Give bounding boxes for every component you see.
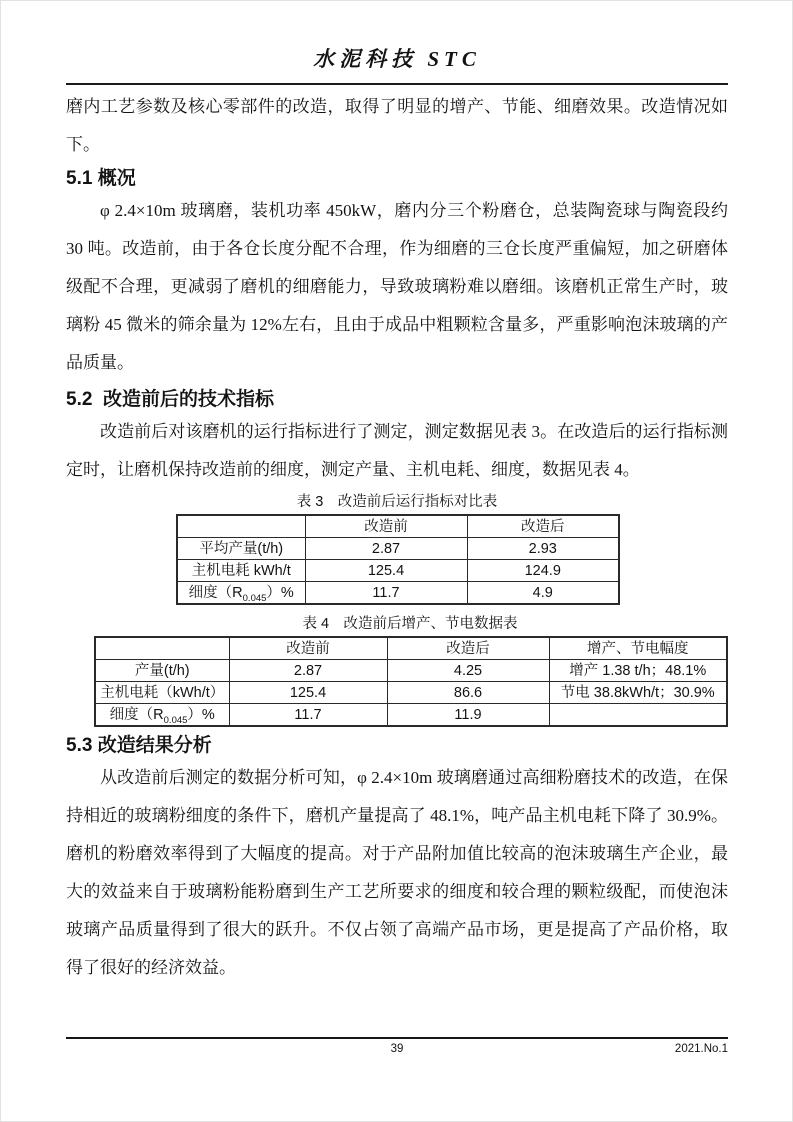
section-paragraph-5-1: φ 2.4×10m 玻璃磨，装机功率 450kW，磨内分三个粉磨仓，总装陶瓷球与陶瓷段约 30 吨。改造前，由于各仓长度分配不合理，作为细磨的三仓长度严重偏短，加之研磨体级配不合理，更减弱了磨机的细磨能力，导致玻璃粉难以磨细。该磨机正常生产时，玻璃粉 45 微米的筛余量为 12%左右，且由于成品中粗颗粒含量多，严重影响泡沫玻璃的产品质量。 [66,201,728,372]
row-label-fineness: 细度$(R_{0.045})\%$ [177,582,305,605]
value-delta [549,704,727,727]
value-before: 125.4 [229,682,387,704]
table-4-caption: 表 4 改造前后增产、节电数据表 [302,616,518,632]
section-paragraph-5-3: 从改造前后测定的数据分析可知，φ 2.4×10m 玻璃磨通过高细粉磨技术的改造，在保持相近的玻璃粉细度的条件下，磨机产量提高了 48.1%，吨产品主机电耗下降了 30.9%。磨机的粉磨效率得到了大幅度的提高。对于产品附加值比较高的泡沫玻璃生产企业，最大的效益来自于玻璃粉能粉磨到生产工艺所要求的细度和较合理的颗粒级配，而使泡沫玻璃产品质量得到了很大的跃升。不仅占领了高端产品市场，更是提高了产品价格，取得了很好的经济效益。 [66,768,728,977]
value-after: 11.9 [387,704,549,727]
value-before: 125.4 [305,560,467,582]
value-before: 11.7 [229,704,387,727]
value-before: 2.87 [305,538,467,560]
value-after: 86.6 [387,682,549,704]
value-after: 4.25 [387,660,549,682]
header-cell-before: 改造前 [305,515,467,538]
footer-row [66,1039,728,1055]
subscript-value: 0.045 [242,592,267,604]
table-4 [94,636,728,727]
header-cell-before: 改造前 [229,637,387,660]
row-label: 主机电耗 kWh/t [177,560,305,582]
value-delta: 增产 1.38 t/h；48.1% [549,660,727,682]
value-before: 11.7 [305,582,467,605]
table-3-header-row [177,515,619,538]
value-delta: 节电 38.8kWh/t；30.9% [549,682,727,704]
table-row [177,560,619,582]
value-after: 124.9 [467,560,619,582]
subscript-value: 0.045 [163,714,188,726]
row-label-fineness: 细度$(R_{0.045})\%$ [95,704,229,727]
section-heading-5-3: 5.3 改造结果分析 [66,735,212,756]
row-label: 主机电耗（kWh/t） [95,682,229,704]
value-after: 2.93 [467,538,619,560]
header-cell-blank [95,637,229,660]
journal-title: 水泥科技 STC [313,47,481,71]
header-cell-delta: 增产、节电幅度 [549,637,727,660]
row-label: 产量(t/h) [95,660,229,682]
header-rule [66,83,728,85]
table-3-caption: 表 3 改造前后运行指标对比表 [296,494,498,510]
section-paragraph-5-2: 改造前后对该磨机的运行指标进行了测定，测定数据见表 3。在改造后的运行指标测定时，让磨机保持改造前的细度，测定产量、主机电耗、细度，数据见表 4。 [66,422,728,479]
intro-paragraph: 磨内工艺参数及核心零部件的改造，取得了明显的增产、节能、细磨效果。改造情况如下。 [66,97,728,154]
table-row [177,538,619,560]
table-3 [176,514,620,605]
header-cell-after: 改造后 [467,515,619,538]
value-before: 2.87 [229,660,387,682]
page-number: 39 [390,1043,404,1055]
table-row [95,660,727,682]
row-label: 平均产量(t/h) [177,538,305,560]
table-row [177,582,619,605]
value-after: 4.9 [467,582,619,605]
header-cell-blank [177,515,305,538]
table-4-header-row [95,637,727,660]
table-row [95,682,727,704]
page-footer [66,1037,728,1055]
header-cell-after: 改造后 [387,637,549,660]
section-heading-5-2: 5.2 改造前后的技术指标 [66,389,274,410]
issue-label: 2021.No.1 [674,1043,728,1055]
page-content [66,45,728,987]
table-row [95,704,727,727]
section-heading-5-1: 5.1 概况 [66,168,136,189]
